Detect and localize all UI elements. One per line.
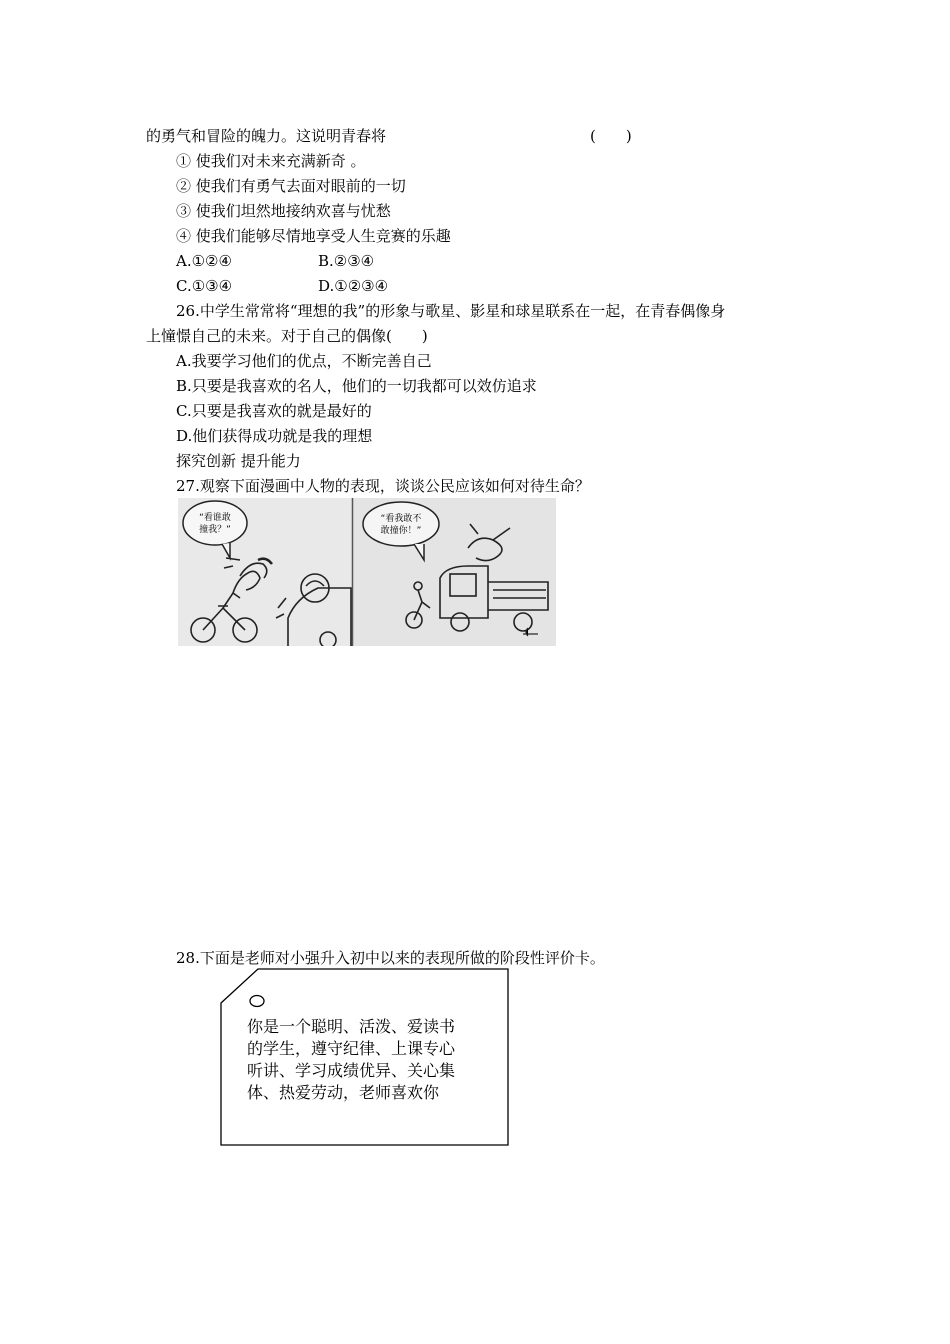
- q25-item-2: ② 使我们有勇气去面对眼前的一切: [176, 177, 406, 195]
- q25-option-b: B.②③④: [318, 252, 375, 270]
- q26-stem-line2: 上憧憬自己的未来。对于自己的偶像( ): [146, 327, 428, 345]
- q26-option-d: D.他们获得成功就是我的理想: [176, 427, 373, 445]
- card-line-4: 体、热爱劳动，老师喜欢你: [247, 1083, 440, 1102]
- comic-drawing: [178, 498, 556, 646]
- card-line-1: 你是一个聪明、活泼、爱读书: [247, 1017, 456, 1036]
- q27-stem: 27.观察下面漫画中人物的表现，谈谈公民应该如何对待生命？: [176, 477, 590, 495]
- q25-item-4: ④ 使我们能够尽情地享受人生竞赛的乐趣: [176, 227, 451, 245]
- q25-item-3: ③ 使我们坦然地接纳欢喜与忧愁: [176, 202, 391, 220]
- q25-answer-paren: ( ): [590, 127, 632, 145]
- q26-option-b: B.只要是我喜欢的名人，他们的一切我都可以效仿追求: [176, 377, 537, 395]
- left-bubble-line2: 撞我？”: [199, 525, 231, 535]
- card-line-2: 的学生，遵守纪律、上课专心: [247, 1039, 456, 1058]
- right-bubble-line2: 敢撞你！”: [380, 526, 422, 536]
- left-bubble-line1: “看谁敢: [199, 513, 231, 523]
- section-heading: 探究创新 提升能力: [176, 452, 301, 470]
- q28-stem: 28.下面是老师对小强升入初中以来的表现所做的阶段性评价卡。: [176, 949, 605, 967]
- q26-option-a: A.我要学习他们的优点，不断完善自己: [176, 352, 432, 370]
- q26-option-c: C.只要是我喜欢的就是最好的: [176, 402, 372, 420]
- comic-illustration: [178, 498, 556, 646]
- q25-option-a: A.①②④: [176, 252, 232, 270]
- evaluation-card-text: [247, 1016, 502, 1104]
- q25-option-d: D.①②③④: [318, 277, 389, 295]
- q26-stem-line1: 26.中学生常常将“理想的我”的形象与歌星、影星和球星联系在一起，在青春偶像身: [176, 302, 726, 320]
- q25-option-c: C.①③④: [176, 277, 233, 295]
- right-bubble-line1: “看我敢不: [380, 514, 422, 524]
- q25-stem-end: 的勇气和冒险的魄力。这说明青春将: [146, 127, 387, 145]
- card-line-3: 听讲、学习成绩优异、关心集: [247, 1061, 456, 1080]
- q25-item-1: ① 使我们对未来充满新奇 。: [176, 152, 366, 170]
